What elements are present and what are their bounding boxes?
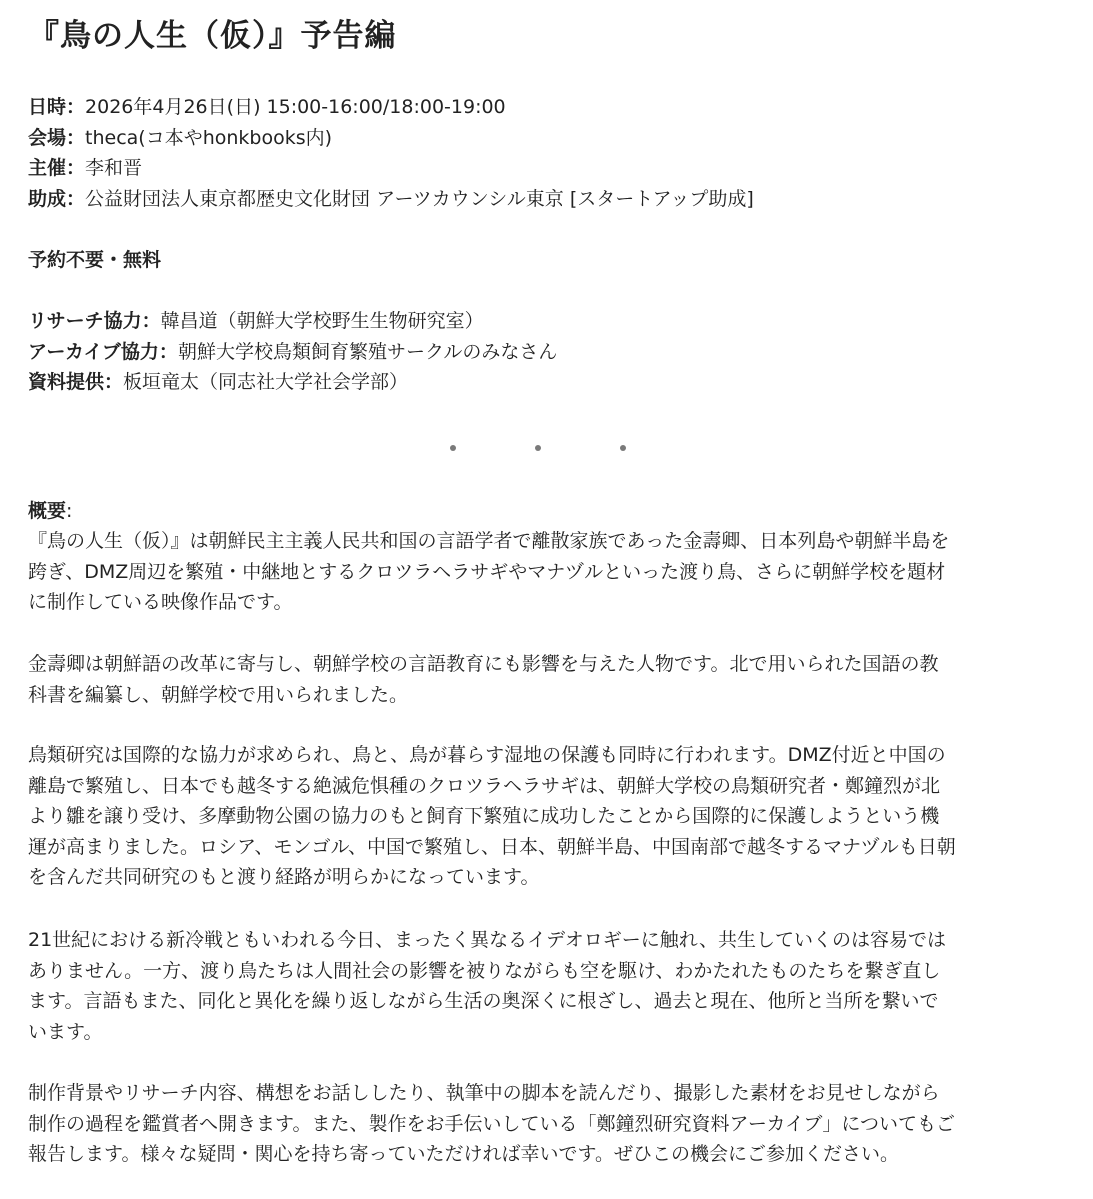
credit-value: 朝鮮大学校鳥類飼育繁殖サークルのみなさん [177, 340, 558, 363]
credit-label: アーカイブ協力 [28, 340, 159, 363]
info-separator: ： [66, 187, 86, 210]
info-separator: ： [66, 96, 86, 118]
paragraph-line: 報告します。様々な疑問・関心を持ち寄っていただければ幸いです。ぜひこの機会にご参加ください。 [28, 1143, 899, 1165]
overview-paragraph [28, 1078, 1068, 1170]
credits [28, 306, 557, 398]
divider-dot [535, 445, 541, 451]
overview-paragraph [28, 649, 1068, 710]
info-value: theca(コ本やhonkbooks内) [85, 126, 333, 149]
paragraph-line: 運が高まりました。ロシア、モンゴル、中国で繁殖し、日本、朝鮮半島、中国南部で越冬するマナヅルも日朝 [28, 835, 956, 858]
page-title: 『鳥の人生（仮）』予告編 [28, 18, 397, 54]
paragraph-line: ありません。一方、渡り鳥たちは人間社会の影響を被りながらも空を駆け、わかたれたものたちを繋ぎ直し [28, 959, 941, 982]
paragraph-line: 跨ぎ、DMZ周辺を繁殖・中継地とするクロツラヘラサギやマナヅルといった渡り鳥、さらに朝鮮学校を題材 [28, 560, 946, 583]
info-row-grant [28, 184, 754, 215]
info-label: 主催 [28, 157, 67, 179]
admission-notice: 予約不要・無料 [28, 249, 162, 271]
overview-paragraph [28, 526, 1068, 618]
credit-row-materials [28, 367, 557, 398]
overview-paragraph [28, 925, 1068, 1047]
credit-label: 資料提供 [28, 371, 105, 393]
paragraph-line: を含んだ共同研究のもと渡り経路が明らかになっています。 [28, 866, 540, 888]
paragraph-line: 『鳥の人生（仮）』は朝鮮民主主義人民共和国の言語学者で離散家族であった金壽卿、日本列島や朝鮮半島を [28, 530, 950, 552]
paragraph-line: 金壽卿は朝鮮語の改革に寄与し、朝鮮学校の言語教育にも影響を与えた人物です。北で用いられた国語の教 [28, 653, 939, 675]
info-row-datetime [28, 92, 754, 123]
credit-separator: ： [158, 340, 178, 363]
event-info [28, 92, 754, 214]
info-value: 2026年4月26日(日) 15:00-16:00/18:00-19:00 [85, 96, 506, 118]
paragraph-line: に制作している映像作品です。 [28, 591, 293, 613]
paragraph-line: います。 [28, 1020, 103, 1043]
info-label: 日時 [28, 96, 67, 118]
info-separator: ： [66, 157, 86, 179]
paragraph-line: より雛を譲り受け、多摩動物公園の協力のもと飼育下繁殖に成功したことから国際的に保護しようという機 [28, 805, 940, 827]
paragraph-line: 制作の過程を鑑賞者へ開きます。また、製作をお手伝いしている「鄭鐘烈研究資料アーカイブ」についてもご [28, 1112, 956, 1135]
paragraph-line: 制作背景やリサーチ内容、構想をお話ししたり、執筆中の脚本を読んだり、撮影した素材をお見せしながら [28, 1082, 940, 1104]
overview-heading-colon: : [66, 500, 73, 522]
credit-row-research [28, 306, 557, 337]
credit-value: 板垣竜太（同志社大学社会学部） [123, 371, 409, 393]
credit-separator: ： [141, 310, 161, 332]
section-divider [28, 445, 1068, 455]
credit-label: リサーチ協力 [28, 310, 142, 332]
info-value: 公益財団法人東京都歴史文化財団 アーツカウンシル東京 [スタートアップ助成] [85, 187, 754, 210]
info-label: 助成 [28, 187, 67, 210]
divider-dot [450, 445, 456, 451]
paragraph-line: 21世紀における新冷戦ともいわれる今日、まったく異なるイデオロギーに触れ、共生していくのは容易では [28, 929, 946, 951]
overview-heading [28, 496, 72, 527]
overview-paragraph [28, 740, 1068, 893]
divider-dot [620, 445, 626, 451]
paragraph-line: 離島で繁殖し、日本でも越冬する絶滅危惧種のクロツラヘラサギは、朝鮮大学校の鳥類研究者・鄭鐘烈が北 [28, 774, 941, 797]
credit-value: 韓昌道（朝鮮大学校野生生物研究室） [160, 310, 484, 332]
credit-row-archive [28, 337, 557, 368]
credit-separator: ： [104, 371, 124, 393]
paragraph-line: 鳥類研究は国際的な協力が求められ、鳥と、鳥が暮らす湿地の保護も同時に行われます。DMZ付近と中国の [28, 744, 946, 766]
info-row-venue [28, 123, 754, 154]
info-label: 会場 [28, 126, 67, 149]
info-row-organizer [28, 153, 754, 184]
paragraph-line: ます。言語もまた、同化と異化を繰り返しながら生活の奥深くに根ざし、過去と現在、他所と当所を繋いで [28, 990, 939, 1012]
overview-heading-label: 概要 [28, 500, 67, 522]
info-separator: ： [66, 126, 86, 149]
info-value: 李和晋 [85, 157, 143, 179]
paragraph-line: 科書を編纂し、朝鮮学校で用いられました。 [28, 683, 409, 706]
